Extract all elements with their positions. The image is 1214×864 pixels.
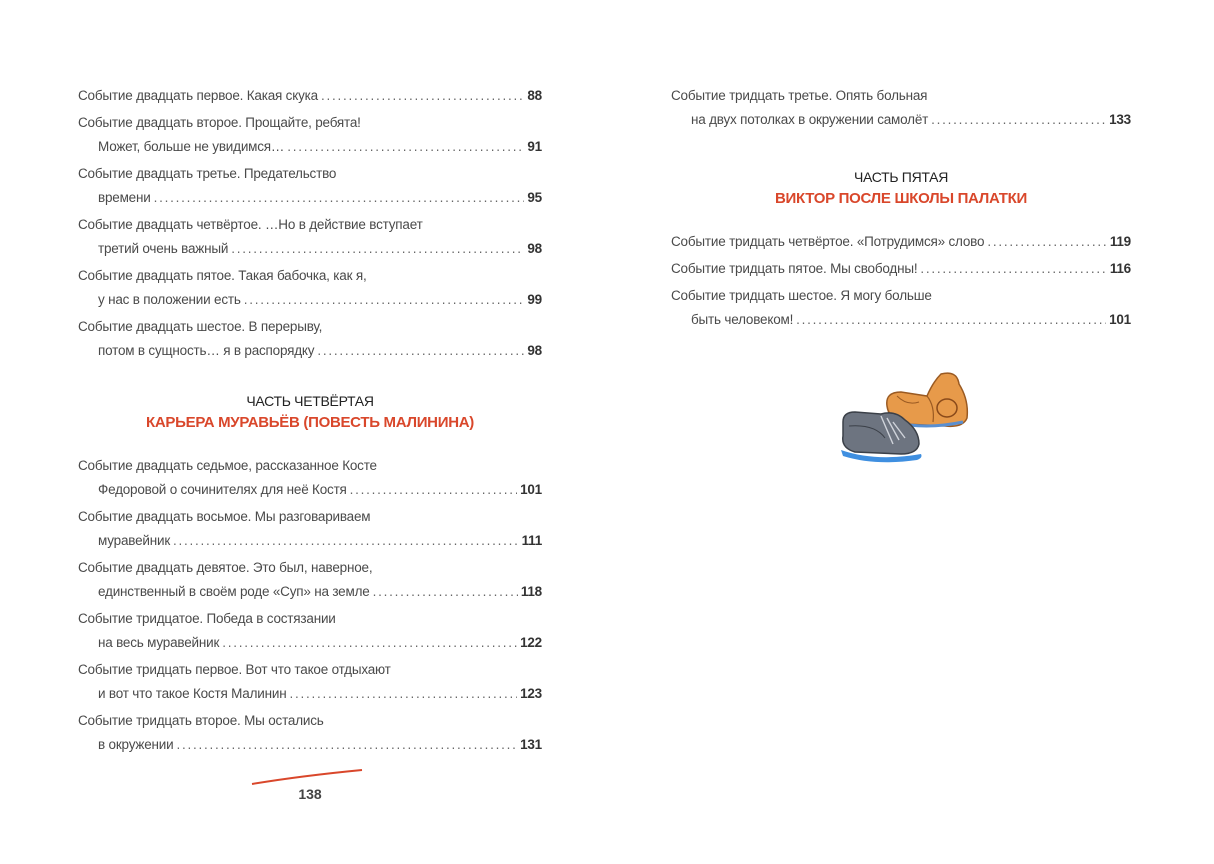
- toc-entry-page: 116: [1109, 261, 1131, 276]
- toc-entry-title: Событие двадцать пятое. Такая бабочка, как я,: [78, 268, 367, 283]
- leader-dots: [931, 108, 1106, 132]
- toc-entry[interactable]: [78, 607, 542, 655]
- leader-dots: [231, 237, 524, 261]
- toc-entry[interactable]: [78, 84, 542, 108]
- toc-entry-page: 123: [520, 686, 542, 701]
- toc-entry-title: Событие тридцать третье. Опять больная: [671, 88, 928, 103]
- toc-entry[interactable]: [671, 284, 1131, 332]
- toc-entry-title: Событие двадцать восьмое. Мы разговариваем: [78, 509, 371, 524]
- leader-dots: [222, 631, 517, 655]
- toc-entry-title: Событие тридцать второе. Мы остались: [78, 713, 324, 728]
- toc-entry-page: 119: [1109, 234, 1131, 249]
- toc-entry-title: Событие тридцатое. Победа в состязании: [78, 611, 336, 626]
- toc-entry[interactable]: [78, 264, 542, 312]
- toc-entry[interactable]: [78, 213, 542, 261]
- toc-entry-page: 131: [520, 737, 542, 752]
- toc-entry-page: 122: [520, 635, 542, 650]
- leader-dots: [350, 478, 517, 502]
- toc-entry-title-cont: времени: [98, 190, 151, 205]
- toc-entry-page: 95: [527, 190, 542, 205]
- part-label: ЧАСТЬ ЧЕТВЁРТАЯ: [246, 393, 374, 409]
- toc-entry-title-cont: в окружении: [98, 737, 174, 752]
- leader-dots: [373, 580, 518, 604]
- toc-entry[interactable]: [78, 658, 542, 706]
- leader-dots: [920, 257, 1106, 281]
- toc-entry[interactable]: [671, 257, 1131, 281]
- toc-section-bottom: [671, 230, 1131, 332]
- toc-entry-title: Событие двадцать четвёртое. …Но в действие вступает: [78, 217, 423, 232]
- toc-entry[interactable]: [78, 454, 542, 502]
- toc-entry-title-cont: у нас в положении есть: [98, 292, 241, 307]
- toc-entry-title: Событие двадцать шестое. В перерыву,: [78, 319, 323, 334]
- toc-entry-page: 99: [527, 292, 542, 307]
- right-page: [607, 0, 1214, 864]
- toc-entry-page: 98: [527, 241, 542, 256]
- toc-entry[interactable]: [78, 505, 542, 553]
- toc-entry-page: 111: [521, 533, 542, 548]
- toc-entry[interactable]: [78, 315, 542, 363]
- toc-entry-title-cont: Может, больше не увидимся…: [98, 139, 285, 154]
- toc-entry-title: Событие двадцать седьмое, рассказанное Косте: [78, 458, 377, 473]
- toc-entry-page: 98: [527, 343, 542, 358]
- toc-entry-title-cont: третий очень важный: [98, 241, 229, 256]
- toc-entry-title-cont: быть человеком!: [691, 312, 794, 327]
- toc-entry-title: Событие тридцать шестое. Я могу больше: [671, 288, 932, 303]
- toc-entry-page: 91: [527, 139, 542, 154]
- part-label: ЧАСТЬ ПЯТАЯ: [853, 169, 949, 185]
- shoes-icon: [835, 366, 981, 466]
- part-heading: [671, 166, 1131, 210]
- toc-entry[interactable]: [671, 230, 1131, 254]
- leader-dots: [317, 339, 524, 363]
- leader-dots: [321, 84, 524, 108]
- part-heading: [78, 390, 542, 434]
- toc-entry-title-cont: единственный в своём роде «Суп» на земле: [98, 584, 370, 599]
- leader-dots: [796, 308, 1106, 332]
- toc-entry-title: Событие двадцать второе. Прощайте, ребята!: [78, 115, 361, 130]
- part-title: КАРЬЕРА МУРАВЬЁВ (ПОВЕСТЬ МАЛИНИНА): [146, 414, 474, 431]
- toc-entry[interactable]: [78, 709, 542, 757]
- leader-dots: [176, 733, 517, 757]
- toc-entry-page: 118: [520, 584, 542, 599]
- toc-entry-title: Событие тридцать четвёртое. «Потрудимся» слово: [671, 234, 985, 249]
- leader-dots: [987, 230, 1107, 254]
- leader-dots: [173, 529, 519, 553]
- toc-entry[interactable]: [78, 556, 542, 604]
- part-title: ВИКТОР ПОСЛЕ ШКОЛЫ ПАЛАТКИ: [775, 190, 1027, 207]
- toc-entry-title-cont: Федоровой о сочинителях для неё Костя: [98, 482, 347, 497]
- toc-entry[interactable]: [78, 111, 542, 159]
- leader-dots: [287, 135, 524, 159]
- toc-section-bottom: [78, 454, 542, 757]
- toc-entry-page: 88: [527, 88, 542, 103]
- toc-entry-title: Событие двадцать третье. Предательство: [78, 166, 337, 181]
- toc-entry-title: Событие тридцать первое. Вот что такое отдыхают: [78, 662, 391, 677]
- toc-entry-page: 133: [1109, 112, 1131, 127]
- toc-entry-page: 101: [1109, 312, 1131, 327]
- toc-entry-title: Событие двадцать девятое. Это был, наверное,: [78, 560, 373, 575]
- toc-entry-title: Событие тридцать пятое. Мы свободны!: [671, 261, 918, 276]
- toc-section-top: [671, 84, 1131, 132]
- leader-dots: [154, 186, 525, 210]
- toc-entry-title-cont: муравейник: [98, 533, 171, 548]
- toc-entry-title-cont: на весь муравейник: [98, 635, 220, 650]
- toc-section-top: [78, 84, 542, 363]
- toc-entry[interactable]: [78, 162, 542, 210]
- toc-entry-title: Событие двадцать первое. Какая скука: [78, 88, 318, 103]
- toc-entry-title-cont: и вот что такое Костя Малинин: [98, 686, 287, 701]
- toc-entry-title-cont: потом в сущность… я в распорядку: [98, 343, 315, 358]
- toc-entry[interactable]: [671, 84, 1131, 132]
- page-number: 138: [298, 786, 322, 802]
- toc-entry-page: 101: [520, 482, 542, 497]
- toc-entry-title-cont: на двух потолках в окружении самолёт: [691, 112, 929, 127]
- leader-dots: [244, 288, 525, 312]
- leader-dots: [290, 682, 518, 706]
